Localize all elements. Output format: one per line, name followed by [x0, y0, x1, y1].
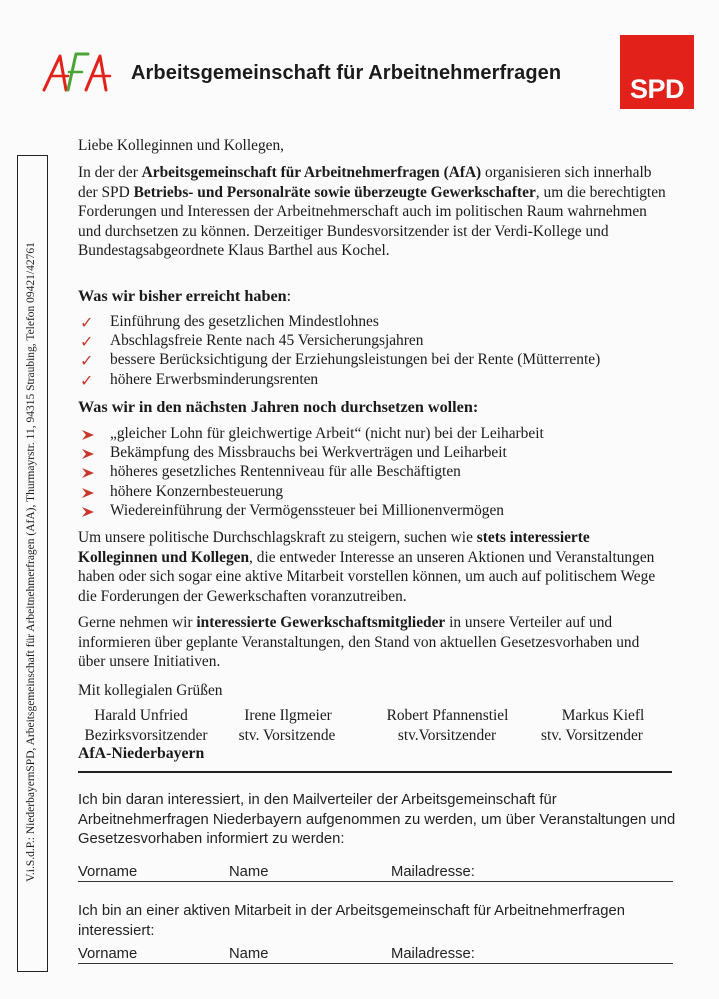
svg-text:AfA: AfA — [78, 93, 80, 94]
signatory-name: Irene Ilgmeier — [244, 707, 332, 724]
check-icon: ✓ — [80, 373, 94, 390]
group-name: AfA-Niederbayern — [78, 745, 205, 762]
signatory-role: Bezirksvorsitzender — [84, 727, 208, 744]
separator — [78, 771, 672, 773]
signup-line-1[interactable] — [78, 881, 673, 882]
closing: Mit kollegialen Grüßen — [78, 682, 223, 699]
recruit-paragraph: Um unsere politische Durchschlagskraft zu steigern, suchen wie stets interessierte Kolleginnen und Kollegen, die entweder Interesse an unseren Aktionen und Veranstaltungen haben oder sich sogar eine aktive Mitarbeit vorstellen können, um auch auf politischem Wege die Forderungen der Gewerkschaften voranzutreiben. — [78, 529, 656, 605]
arrow-icon — [81, 506, 95, 518]
afa-logo — [42, 50, 114, 94]
spd-logo-text: SPD — [629, 74, 685, 104]
name-label: Name — [229, 946, 269, 962]
org-title: Arbeitsgemeinschaft für Arbeitnehmerfragen — [131, 62, 562, 84]
arrow-icon — [81, 429, 95, 441]
intro-paragraph: In der der Arbeitsgemeinschaft für Arbeitnehmerfragen (AfA) organisieren sich innerhalb der SPD Betriebs- und Personalräte sowie überzeugte Gewerkschafter, um die berechtigten Forderungen und Interessen der Arbeitnehmerschaft auch im politischen Raum wahrnehmen und durchsetzen zu können. Derzeitiger Bundesvorsitzender ist der Verdi-Kollege und Bundestagsabgeordnete Klaus Barthel aus Kochel. — [78, 164, 666, 260]
mail-label: Mailadresse: — [391, 946, 475, 962]
vorname-label: Vorname — [78, 946, 138, 962]
signatory-role: stv. Vorsitzende — [238, 727, 336, 744]
greeting: Liebe Kolleginnen und Kollegen, — [78, 137, 285, 154]
check-icon: ✓ — [80, 353, 94, 370]
active-interest-text: Ich bin an einer aktiven Mitarbeit in der Arbeitsgemeinschaft für Arbeitnehmerfragen interessiert: — [78, 903, 625, 939]
arrow-icon — [81, 487, 95, 499]
imprint-text: V.i.S.d.P.: NiederbayernSPD, Arbeitsgemeinschaft für Arbeitnehmerfragen (AfA), Thurmayrstr. 11, 94315 Straubing, Telefon 09421/42761 — [25, 242, 37, 882]
mail-interest-text: Ich bin daran interessiert, in den Mailverteiler der Arbeitsgemeinschaft für Arbeitnehmerfragen Niederbayern aufgenommen zu werden, um über Veranstaltungen und Gesetzesvorhaben informiert zu werden: — [78, 792, 676, 847]
check-icon: ✓ — [80, 334, 94, 351]
goals-heading: Was wir in den nächsten Jahren noch durchsetzen wollen: — [78, 398, 479, 416]
signatory-name: Robert Pfannenstiel — [386, 707, 509, 724]
achieved-heading: Was wir bisher erreicht haben: — [78, 287, 292, 305]
spd-logo — [620, 35, 694, 109]
mailing-paragraph: Gerne nehmen wir interessierte Gewerkschaftsmitglieder in unsere Verteiler auf und informieren über geplante Veranstaltungen, den Stand von aktuellen Gesetzesvorhaben und über unsere Initiativen. — [78, 614, 640, 671]
check-icon: ✓ — [80, 315, 94, 332]
signatory-name: Harald Unfried — [94, 707, 188, 724]
signatory-role: stv.Vorsitzender — [397, 727, 497, 744]
name-label: Name — [229, 864, 269, 880]
arrow-icon — [81, 448, 95, 460]
arrow-icon — [81, 467, 95, 479]
vorname-label: Vorname — [78, 864, 138, 880]
mail-label: Mailadresse: — [391, 864, 475, 880]
signup-line-2[interactable] — [78, 963, 673, 964]
signatory-name: Markus Kiefl — [561, 707, 645, 724]
signatory-role: stv. Vorsitzender — [541, 727, 643, 744]
